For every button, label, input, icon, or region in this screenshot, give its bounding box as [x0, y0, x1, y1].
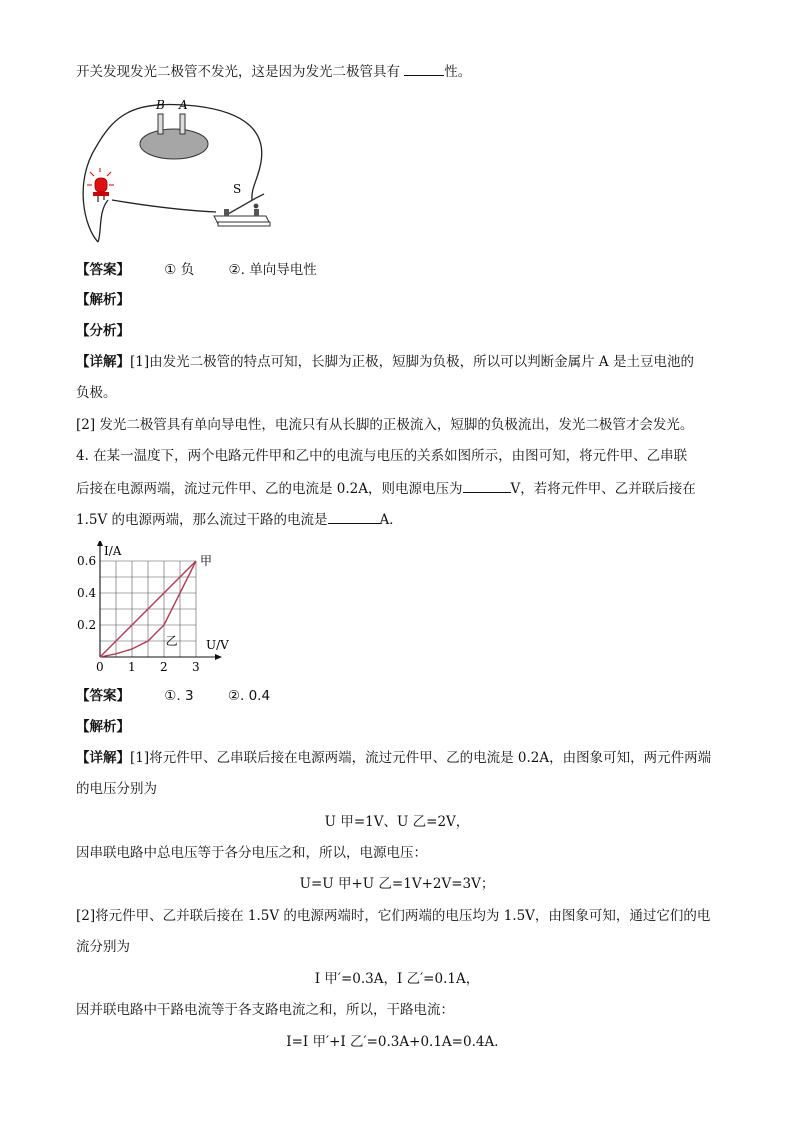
answer-value: 0.4: [248, 688, 271, 704]
answer-item-2: [229, 260, 317, 280]
answer-num: ②.: [227, 688, 245, 704]
potato-circuit-figure: [76, 92, 286, 247]
wire-led-switch: [112, 200, 216, 212]
question-text: 后接在电源两端，流过元件甲、乙的电流是 0.2A，则电源电压为: [76, 481, 463, 497]
label-b: B: [156, 98, 165, 112]
answer-tag: 【答案】: [76, 262, 130, 278]
q4-answer-line: [76, 686, 270, 706]
x-tick-label: 3: [192, 660, 200, 674]
detail-tag: 【详解】: [76, 750, 130, 766]
equation-2: U=U 甲+U 乙=1V+2V=3V；: [299, 876, 495, 892]
series-label-jia: 甲: [200, 554, 213, 568]
answer-tag: 【答案】: [76, 688, 130, 704]
equation-1: U 甲=1V、U 乙=2V，: [324, 814, 470, 830]
answer-item-1: [164, 686, 193, 706]
q4-detail-line1: [76, 748, 711, 768]
q3-detail-line2: [2] 发光二极管具有单向导电性，电流只有从长脚的正极流入，短脚的负极流出，发光二极管才会发光。: [76, 417, 694, 433]
answer-num: ①: [164, 262, 177, 278]
answer-num: ①.: [164, 688, 181, 704]
answer-num: ②.: [228, 262, 245, 278]
fenxi-tag: 【分析】: [76, 323, 130, 339]
detail-text: [1]由发光二极管的特点可知，长脚为正极，短脚为负极，所以可以判断金属片 A 是土豆电池的: [130, 354, 694, 370]
label-s: S: [233, 182, 242, 196]
y-tick-label: 0.4: [77, 586, 97, 600]
detail-tag: 【详解】: [76, 354, 130, 370]
x-axis-label: U/V: [206, 638, 229, 652]
question-text: A．: [379, 512, 403, 528]
answer-value: 3: [185, 688, 194, 704]
y-axis-arrow: [97, 541, 103, 546]
y-tick-label: 0.6: [77, 554, 97, 568]
q3-detail-cont: 负极。: [76, 385, 117, 401]
analysis-tag: 【解析】: [76, 719, 130, 735]
question-text: 1.5V 的电源两端，那么流过干路的电流是: [76, 512, 328, 528]
q3-detail-line1: [76, 352, 694, 372]
answer-item-2: [228, 686, 270, 706]
potato: [140, 129, 208, 159]
metal-plate-a: [180, 114, 185, 134]
iv-chart: [76, 541, 246, 675]
q4-text2: 因串联电路中总电压等于各分电压之和，所以，电源电压：: [76, 845, 427, 861]
q4-detail-line2: [2]将元件甲、乙并联后接在 1.5V 的电源两端时，它们两端的电压均为 1.5V，由图象可知，通过它们的电: [76, 908, 711, 924]
wire-led-left: [98, 200, 108, 242]
answer-blank: [463, 478, 511, 493]
x-tick-label: 2: [160, 660, 168, 674]
q4-detail-cont: 的电压分别为: [76, 781, 157, 797]
y-axis-label: I/A: [104, 544, 122, 558]
x-tick-label: 0: [96, 660, 104, 674]
led-icon: [87, 168, 114, 202]
q4-question-line2: [76, 478, 696, 499]
q4-detail2-cont: 流分别为: [76, 939, 130, 955]
answer-value: 单向导电性: [249, 262, 317, 278]
equation-4: I=I 甲′+I 乙′=0.3A+0.1A=0.4A．: [286, 1034, 508, 1050]
x-tick-label: 1: [128, 660, 136, 674]
label-a: A: [179, 98, 188, 112]
intro-text: 开关发现发光二极管不发光，这是因为发光二极管具有: [76, 64, 400, 80]
analysis-tag: 【解析】: [76, 292, 130, 308]
q4-question-line3: [76, 509, 403, 530]
intro-line: [76, 61, 471, 82]
metal-plate-b: [158, 114, 163, 134]
y-tick-label: 0.2: [77, 618, 97, 632]
equation-3: I 甲′=0.3A，I 乙′=0.1A，: [314, 971, 480, 987]
x-axis-arrow: [215, 654, 222, 660]
detail-text: [1]将元件甲、乙串联后接在电源两端，流过元件甲、乙的电流是 0.2A，由图象可知，两元件两端: [130, 750, 712, 766]
answer-blank: [404, 61, 444, 76]
q4-question-line1: 4. 在某一温度下，两个电路元件甲和乙中的电流与电压的关系如图所示，由图可知，将元件甲、乙串联: [76, 448, 688, 464]
question-text: V，若将元件甲、乙并联后接在: [510, 481, 696, 497]
answer-item-1: [164, 260, 194, 280]
answer-value: 负: [180, 262, 195, 278]
answer-blank: [328, 509, 380, 524]
q3-answer-line: [76, 260, 317, 280]
series-label-yi: 乙: [165, 634, 178, 648]
intro-suffix: 性。: [444, 64, 472, 80]
q4-text3: 因并联电路中干路电流等于各支路电流之和，所以，干路电流：: [76, 1002, 454, 1018]
switch-icon: [214, 194, 270, 226]
